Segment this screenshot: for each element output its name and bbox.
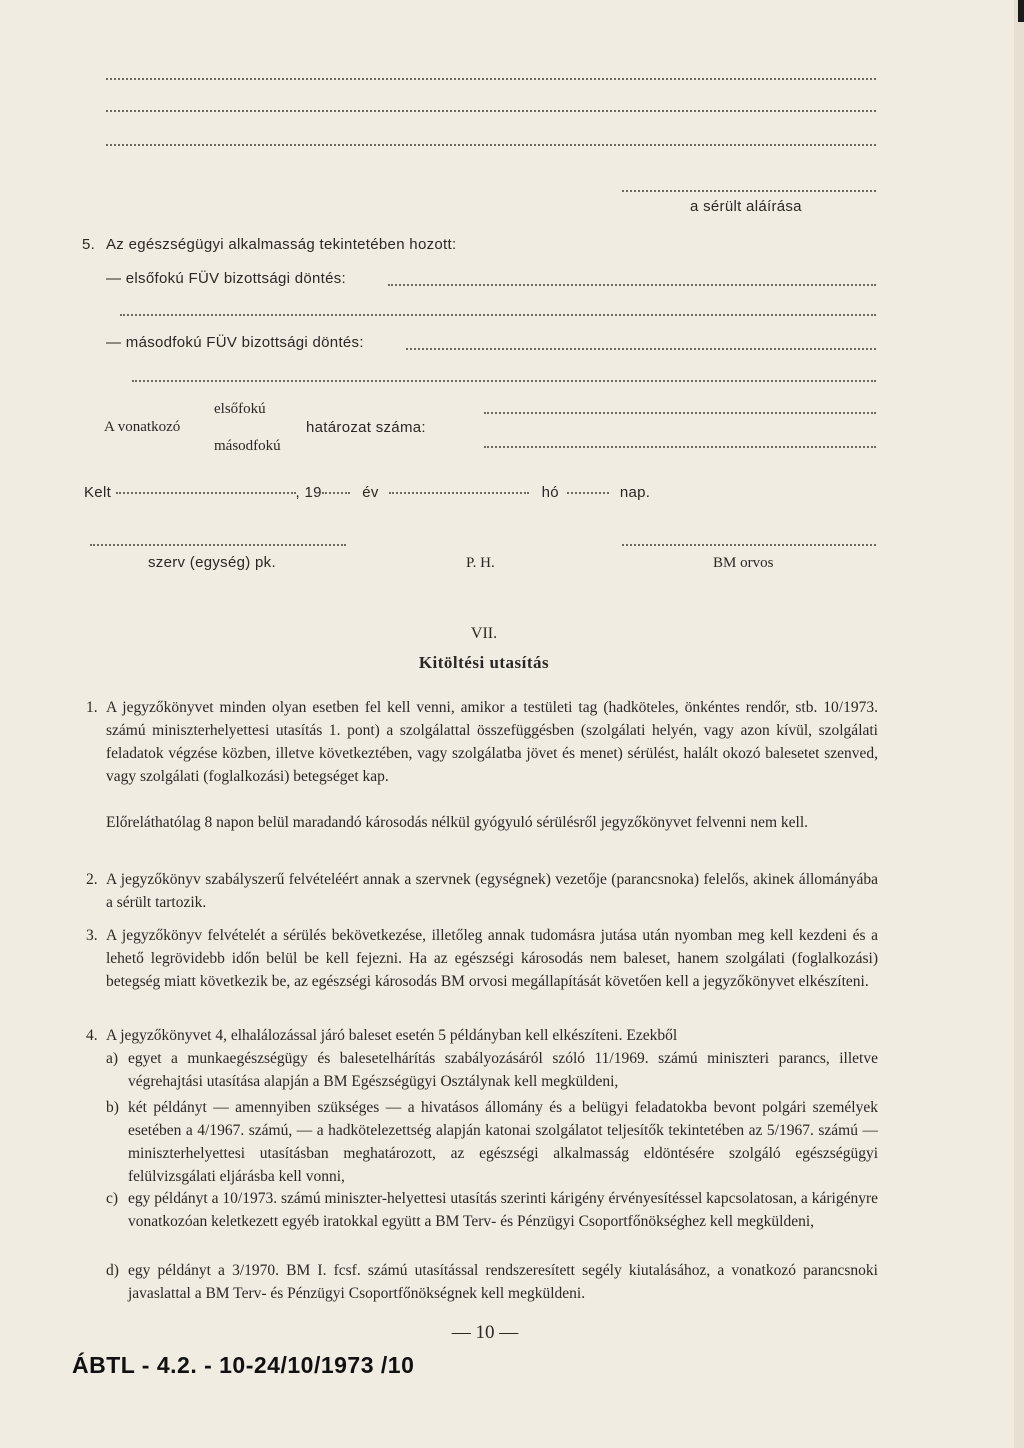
instruction-3-text: A jegyzőkönyv felvételét a sérülés bekövetkezése, illetőleg annak tudomásra jutása után nyomban meg kell kezdeni és a lehető legrövidebb időn belül be kell fejezni. Ha az egészségi károsodás nem baleset, hanem szolgálati (foglalkozási) betegség miatt következik be, az egészségi károsodás BM orvosi megállapítását követően kell a jegyzőkönyvet elkészíteni. [106, 927, 878, 990]
blank-line [106, 78, 876, 80]
instruction-3-number: 3. [86, 927, 98, 944]
instruction-4b-text: két példányt — amennyiben szükséges — a hivatásos állomány és a belügyi feladatokba bevont polgári személyek esetében a 4/1967. számú, — a hadkötelezettség alapján katonai szolgálatot teljesítők tekintetében az 5/1967. számú — miniszterhelyettesi utasításban meghatározott, az egészségi alkalmasság eldöntésére szolgáló egészségügyi felülvizsgálati eljárásba kell vonni, [128, 1099, 878, 1185]
signature-line-bm-doctor [622, 544, 876, 546]
instruction-1-text: A jegyzőkönyvet minden olyan esetben fel kell venni, amikor a testületi tag (hadköteles, önkéntes rendőr, stb. 10/1973. számú miniszterhelyettesi utasítás 1. pont) a szolgálattal összefüggésben (szolgálati helyén, vagy azon kívül, szolgálati feladatok végzése közben, illetve következtében, vagy szolgálatba jövet és menet) sérülést, halált okozó balesetet szenved, vagy szolgálati (foglalkozási) betegséget kap. [106, 699, 878, 785]
archive-reference-code: ÁBTL - 4.2. - 10-24/10/1973 /10 [72, 1352, 415, 1378]
year-field[interactable] [322, 492, 350, 494]
instruction-4-number: 4. [86, 1027, 98, 1044]
day-field[interactable] [567, 492, 609, 494]
instruction-4d-text: egy példányt a 3/1970. BM I. fcsf. számú utasítással rendszeresített segély kiutalásához, a vonatkozó parancsnoki javaslattal a BM Terv- és Pénzügyi Csoportfőnökségnek kell megküldeni. [128, 1262, 878, 1302]
stamp-placeholder: P. H. [466, 555, 495, 571]
ref-first-level: elsőfokú [214, 401, 266, 417]
ref-label: A vonatkozó [104, 419, 181, 435]
section5-number: 5. [82, 236, 96, 253]
instruction-2-number: 2. [86, 871, 98, 888]
day-label: nap. [619, 484, 651, 501]
month-field[interactable] [389, 492, 529, 494]
second-decision-label: — másodfokú FÜV bizottsági döntés: [106, 334, 364, 351]
instruction-4a-label: a) [106, 1050, 119, 1067]
page-right-edge [1014, 0, 1024, 1448]
ref-decision-number-label: határozat száma: [306, 419, 426, 436]
kelt-line [84, 484, 650, 501]
first-decision-field-continued[interactable] [120, 314, 876, 316]
signature-label-injured: a sérült aláírása [690, 198, 802, 215]
instruction-2-text: A jegyzőkönyv szabályszerű felvételéért annak a szervnek (egységnek) vezetője (parancsnoka) felelős, akinek állományába a sérült tartozik. [106, 871, 878, 911]
year-prefix: , 19 [295, 484, 322, 501]
instruction-4c-text: egy példányt a 10/1973. számú miniszter-helyettesi utasítás szerinti kárigény érvényesítéssel kapcsolatosan, a kárigényre vonatkozóan keletkezett egyéb iratokkal együtt a BM Terv- és Pénzügyi Csoportfőnökséghez kell megküldeni, [128, 1190, 878, 1230]
instruction-1-note: Előreláthatólag 8 napon belül maradandó károsodás nélkül gyógyuló sérülésről jegyzőkönyvet felvenni nem kell. [106, 814, 809, 831]
section7-title: Kitöltési utasítás [418, 653, 550, 672]
ref-second-level: másodfokú [214, 438, 281, 454]
instruction-4c-label: c) [106, 1190, 119, 1207]
blank-line [106, 144, 876, 146]
instruction-4-text: A jegyzőkönyvet 4, elhalálozással járó baleset esetén 5 példányban kell elkészíteni. Ezekből [106, 1027, 678, 1044]
first-decision-field[interactable] [388, 284, 876, 286]
kelt-label: Kelt [84, 484, 112, 501]
second-level-number-field[interactable] [484, 446, 876, 448]
instruction-4d-label: d) [106, 1262, 119, 1279]
month-label: hó [541, 484, 559, 501]
signature-line [622, 190, 876, 192]
section7-roman: VII. [470, 625, 498, 642]
signature-line-unit-commander [90, 544, 346, 546]
section5-heading: Az egészségügyi alkalmasság tekintetében hozott: [106, 236, 457, 253]
page-number: — 10 — [451, 1322, 519, 1343]
second-decision-field-continued[interactable] [132, 380, 876, 382]
first-decision-label: — elsőfokú FÜV bizottsági döntés: [106, 270, 347, 287]
instruction-4a-text: egyet a munkaegészségügy és balesetelhárítás szabályozásáról szóló 11/1969. számú miniszteri parancs, illetve végrehajtási utasítása alapján a BM Egészségügyi Osztálynak kell megküldeni, [128, 1050, 878, 1090]
signature-label-unit-commander: szerv (egység) pk. [148, 554, 276, 571]
year-label: év [362, 484, 379, 501]
second-decision-field[interactable] [406, 348, 876, 350]
scan-corner-mark [1018, 0, 1024, 22]
place-field[interactable] [116, 492, 296, 494]
first-level-number-field[interactable] [484, 412, 876, 414]
signature-label-bm-doctor: BM orvos [713, 555, 774, 571]
instruction-4b-label: b) [106, 1099, 119, 1116]
instruction-1-number: 1. [86, 699, 98, 716]
blank-line [106, 110, 876, 112]
